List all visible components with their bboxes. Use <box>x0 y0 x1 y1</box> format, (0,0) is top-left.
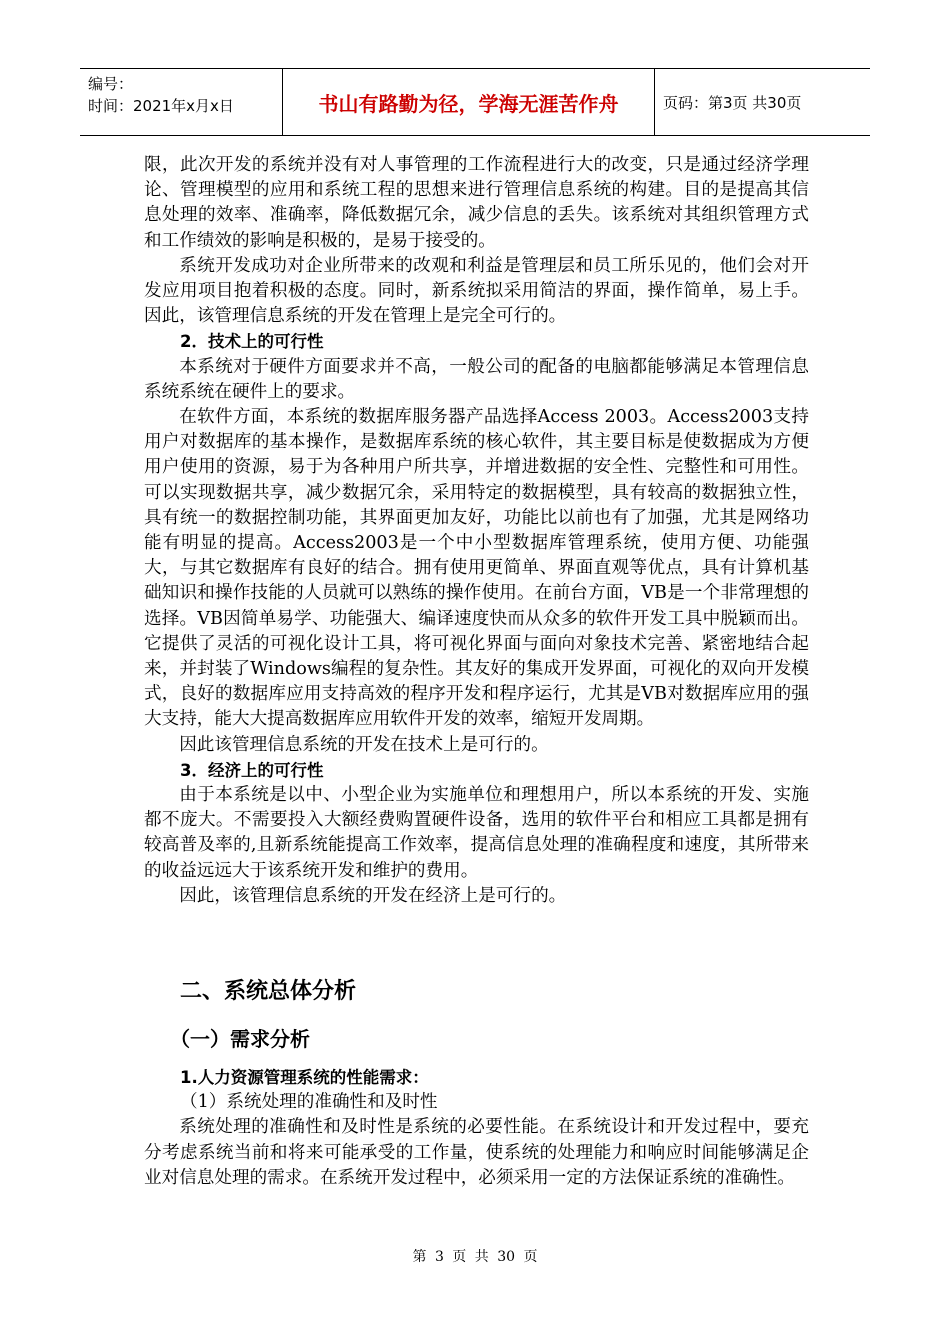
paragraph: 限，此次开发的系统并没有对人事管理的工作流程进行大的改变，只是通过经济学理论、管理模型的应用和系统工程的思想来进行管理信息系统的构建。目的是提高其信息处理的效率、准确率，降低数据冗余，减少信息的丢失。该系统对其组织管理方式和工作绩效的影响是积极的，是易于接受的。 <box>144 155 809 251</box>
section-heading: （一）需求分析 <box>170 1027 310 1052</box>
paragraph: 系统处理的准确性和及时性是系统的必要性能。在系统设计和开发过程中，要充分考虑系统当前和将来可能承受的工作量，使系统的处理能力和响应时间能够满足企业对信息处理的需求。在系统开发过程中，必须采用一定的方法保证系统的准确性。 <box>144 1117 809 1188</box>
page-header <box>80 68 870 136</box>
paragraph: 系统开发成功对企业所带来的改观和利益是管理层和员工所乐见的，他们会对开发应用项目抱着积极的态度。同时，新系统拟采用简洁的界面，操作简单，易上手。因此，该管理信息系统的开发在管理上是完全可行的。 <box>144 255 809 327</box>
subsection-heading: 1.人力资源管理系统的性能需求： <box>180 1068 429 1088</box>
paragraph: 因此该管理信息系统的开发在技术上是可行的。 <box>179 734 549 755</box>
time-label: 时间：2021年x月x日 <box>88 97 234 115</box>
paragraph: 由于本系统是以中、小型企业为实施单位和理想用户，所以本系统的开发、实施都不庞大。不需要投入大额经费购置硬件设备，选用的软件平台和相应工具都是拥有较高普及率的,且新系统能提高工作效率，提高信息处理的准确程度和速度，其所带来的收益远远大于该系统开发和维护的费用。 <box>144 785 809 881</box>
document-body <box>144 153 809 1191</box>
paragraph: 在软件方面，本系统的数据库服务器产品选择Access 2003。Access2003支持用户对数据库的基本操作，是数据库系统的核心软件，其主要目标是使数据成为方便用户使用的资源，易于为各种用户所共享，并增进数据的安全性、完整性和可用性。可以实现数据共享，减少数据冗余，采用特定的数据模型，具有较高的数据独立性，具有统一的数据控制功能，其界面更加友好，功能比以前也有了加强，尤其是网络功能有明显的提高。Access2003是一个中小型数据库管理系统，使用方便、功能强大，与其它数据库有良好的结合。拥有使用更简单、界面直观等优点，具有计算机基础知识和操作技能的人员就可以熟练的操作使用。在前台方面，VB是一个非常理想的选择。VB因简单易学、功能强大、编译速度快而从众多的软件开发工具中脱颖而出。它提供了灵活的可视化设计工具，将可视化界面与面向对象技术完善、紧密地结合起来，并封装了Windows编程的复杂性。其友好的集成开发界面，可视化的双向开发模式，良好的数据库应用支持高效的程序开发和程序运行，尤其是VB对数据库应用的强大支持，能大大提高数据库应用软件开发的效率，缩短开发周期。 <box>144 407 809 730</box>
section-heading-econ: 3．经济上的可行性 <box>180 760 324 780</box>
paragraph: 本系统对于硬件方面要求并不高，一般公司的配备的电脑都能够满足本管理信息系统系统在硬件上的要求。 <box>144 356 809 402</box>
header-meta <box>80 69 283 135</box>
chapter-heading: 二、系统总体分析 <box>180 979 357 1005</box>
header-page-info: 页码：第3页 共30页 <box>663 93 802 112</box>
header-motto: 书山有路勤为径，学海无涯苦作舟 <box>283 69 655 135</box>
page-footer: 第 3 页 共 30 页 <box>412 1249 538 1265</box>
paragraph: 因此，该管理信息系统的开发在经济上是可行的。 <box>179 885 567 906</box>
section-heading-tech: 2．技术上的可行性 <box>180 332 324 352</box>
number-label: 编号： <box>88 75 134 93</box>
list-item-heading: （1）系统处理的准确性和及时性 <box>180 1092 438 1113</box>
